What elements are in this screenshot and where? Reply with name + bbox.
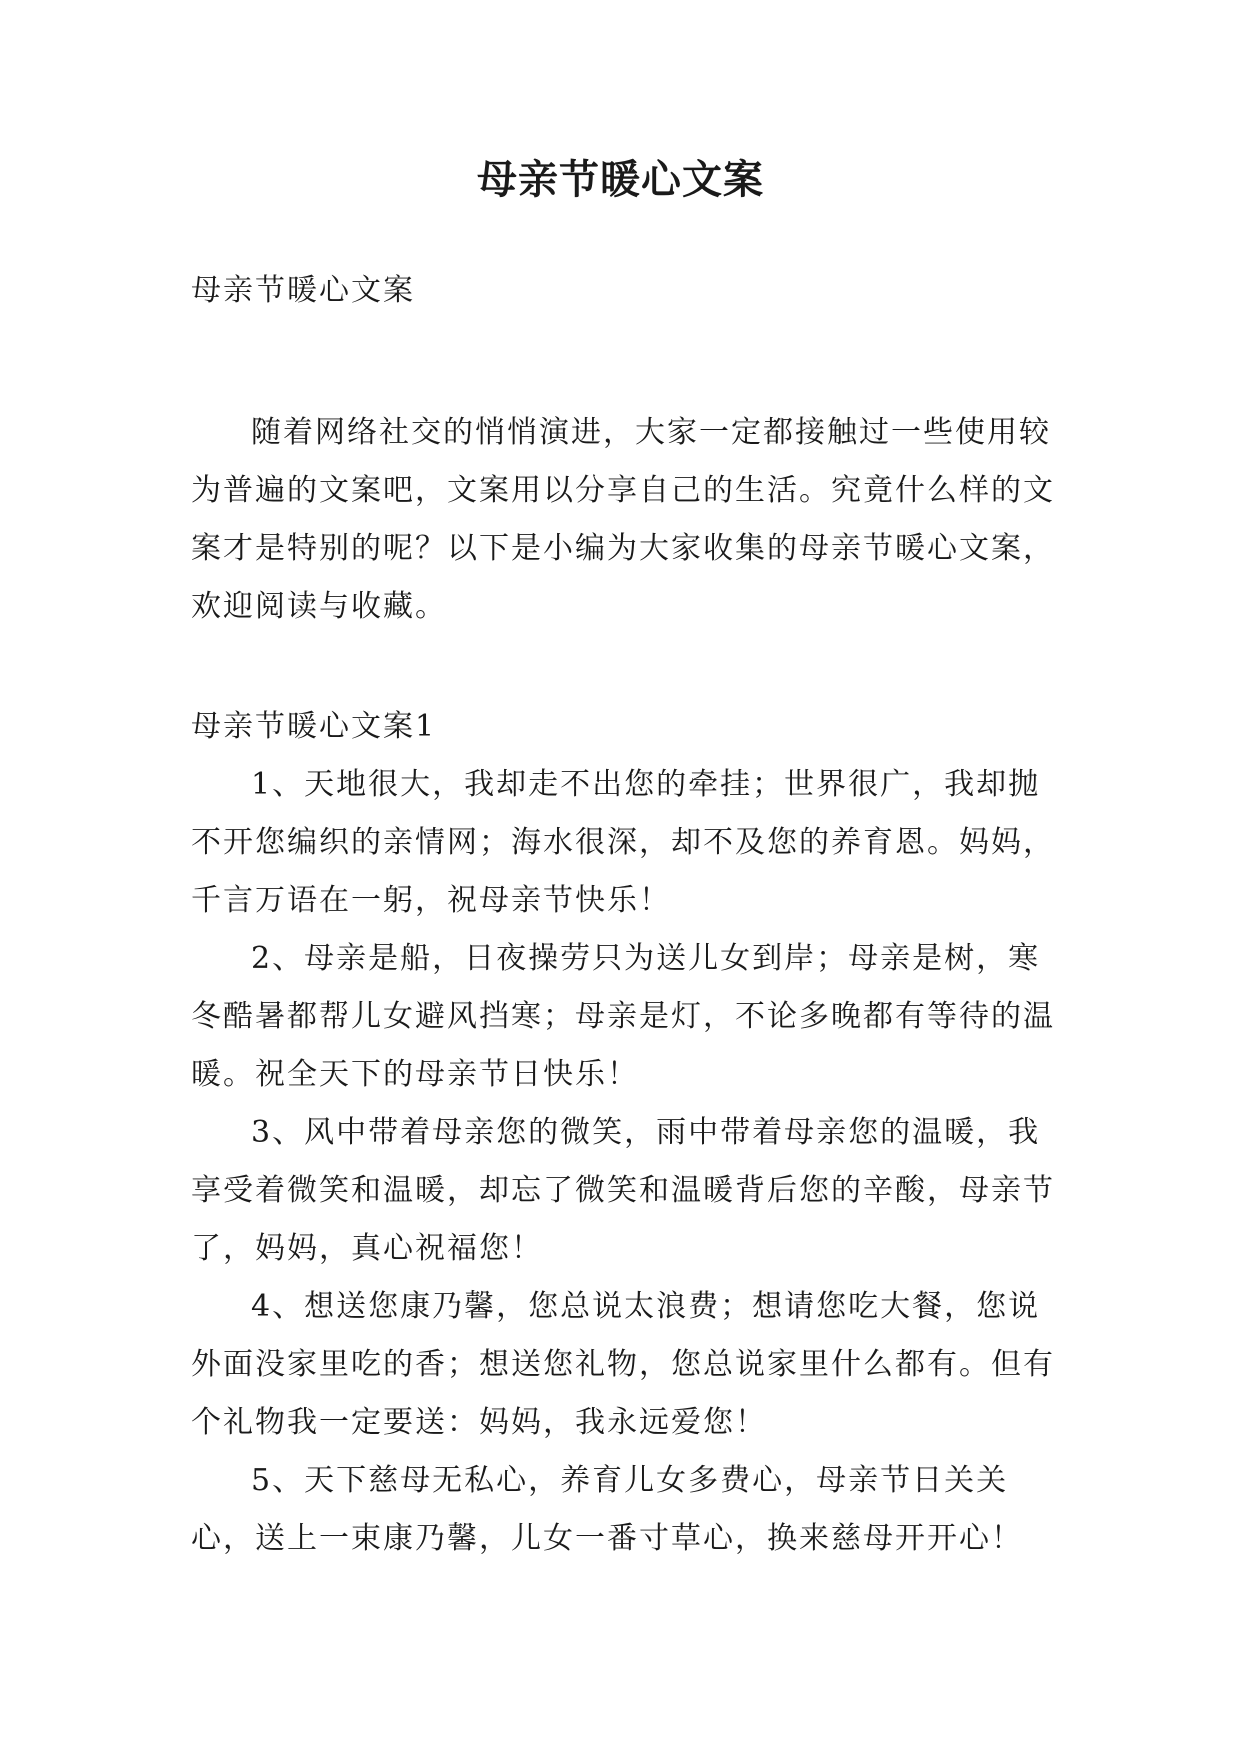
intro-paragraph: 随着网络社交的悄悄演进，大家一定都接触过一些使用较为普遍的文案吧，文案用以分享自己的生活。究竟什么样的文案才是特别的呢？以下是小编为大家收集的母亲节暖心文案，欢迎阅读与收藏。 bbox=[191, 415, 1055, 624]
document-subtitle: 母亲节暖心文案 bbox=[191, 273, 415, 308]
item-list bbox=[191, 756, 1066, 1568]
list-item: 2、母亲是船，日夜操劳只为送儿女到岸；母亲是树，寒冬酷暑都帮儿女避风挡寒；母亲是灯，不论多晚都有等待的温暖。祝全天下的母亲节日快乐！ bbox=[191, 941, 1055, 1092]
document-title: 母亲节暖心文案 bbox=[477, 156, 764, 203]
list-item: 4、想送您康乃馨，您总说太浪费；想请您吃大餐，您说外面没家里吃的香；想送您礼物，您总说家里什么都有。但有个礼物我一定要送：妈妈，我永远爱您！ bbox=[191, 1289, 1055, 1440]
list-item: 5、天下慈母无私心，养育儿女多费心，母亲节日关关心，送上一束康乃馨，儿女一番寸草心，换来慈母开开心！ bbox=[191, 1463, 1023, 1556]
list-item: 1、天地很大，我却走不出您的牵挂；世界很广，我却抛不开您编织的亲情网；海水很深，却不及您的养育恩。妈妈，千言万语在一躬，祝母亲节快乐！ bbox=[191, 767, 1055, 918]
section-heading: 母亲节暖心文案1 bbox=[191, 709, 437, 744]
list-item: 3、风中带着母亲您的微笑，雨中带着母亲您的温暖，我享受着微笑和温暖，却忘了微笑和温暖背后您的辛酸，母亲节了，妈妈，真心祝福您！ bbox=[191, 1115, 1055, 1266]
